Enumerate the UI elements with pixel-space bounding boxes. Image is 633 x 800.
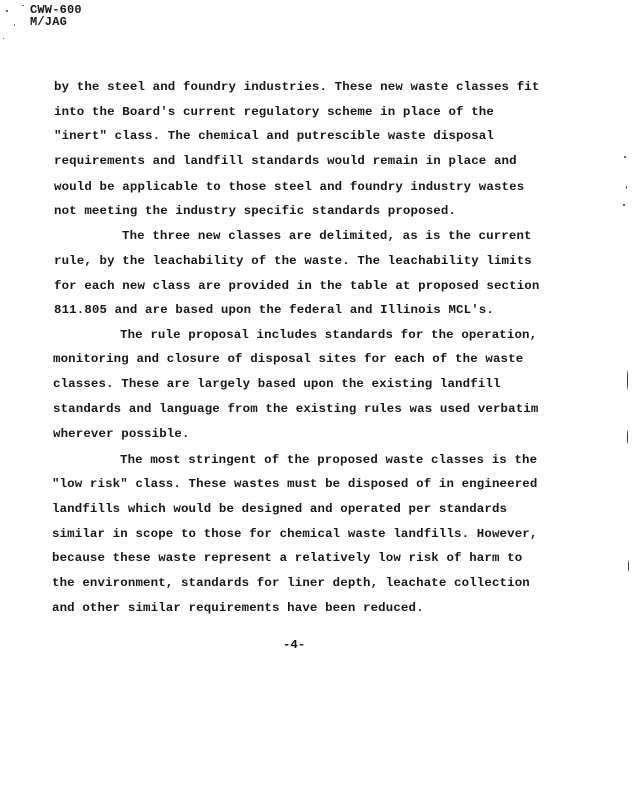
scan-speck bbox=[627, 370, 628, 390]
body-line: would be applicable to those steel and foundry industry wastes bbox=[54, 180, 525, 194]
body-line: The rule proposal includes standards for the operation, bbox=[120, 328, 538, 342]
scan-speck bbox=[623, 204, 625, 206]
body-line: "inert" class. The chemical and putrescible waste disposal bbox=[54, 129, 494, 143]
scan-speck bbox=[626, 186, 627, 189]
body-line: because these waste represent a relatively low risk of harm to bbox=[52, 551, 523, 565]
scan-speck bbox=[3, 38, 4, 39]
body-line: landfills which would be designed and operated per standards bbox=[52, 502, 508, 516]
scan-speck bbox=[6, 10, 8, 12]
body-line: wherever possible. bbox=[53, 427, 190, 441]
scan-speck bbox=[22, 5, 24, 6]
body-line: rule, by the leachability of the waste. The leachability limits bbox=[54, 254, 532, 268]
body-line: the environment, standards for liner depth, leachate collection bbox=[52, 576, 530, 590]
scan-speck bbox=[624, 156, 626, 158]
page-number: -4- bbox=[283, 638, 306, 652]
body-line: The three new classes are delimited, as is the current bbox=[122, 229, 532, 243]
scan-speck bbox=[627, 430, 628, 444]
document-code: CWW-600 bbox=[30, 3, 82, 17]
body-line: and other similar requirements have been reduced. bbox=[52, 601, 424, 615]
document-header bbox=[30, 4, 82, 28]
body-line: by the steel and foundry industries. These new waste classes fit bbox=[54, 80, 540, 94]
body-line: 811.805 and are based upon the federal and Illinois MCL's. bbox=[54, 303, 494, 317]
body-line: for each new class are provided in the table at proposed section bbox=[54, 279, 540, 293]
scan-speck bbox=[14, 24, 15, 26]
body-line: similar in scope to those for chemical waste landfills. However, bbox=[52, 527, 538, 541]
author-initials: M/JAG bbox=[30, 15, 68, 29]
body-line: standards and language from the existing rules was used verbatim bbox=[53, 402, 539, 416]
body-line: "low risk" class. These wastes must be disposed of in engineered bbox=[52, 477, 538, 491]
body-line: monitoring and closure of disposal sites for each of the waste bbox=[53, 352, 524, 366]
body-line: requirements and landfill standards would remain in place and bbox=[54, 154, 517, 168]
scan-speck bbox=[628, 560, 629, 572]
body-line: The most stringent of the proposed waste classes is the bbox=[120, 453, 538, 467]
body-line: classes. These are largely based upon the existing landfill bbox=[53, 377, 501, 391]
body-line: into the Board's current regulatory scheme in place of the bbox=[54, 105, 494, 119]
body-line: not meeting the industry specific standards proposed. bbox=[54, 204, 457, 218]
